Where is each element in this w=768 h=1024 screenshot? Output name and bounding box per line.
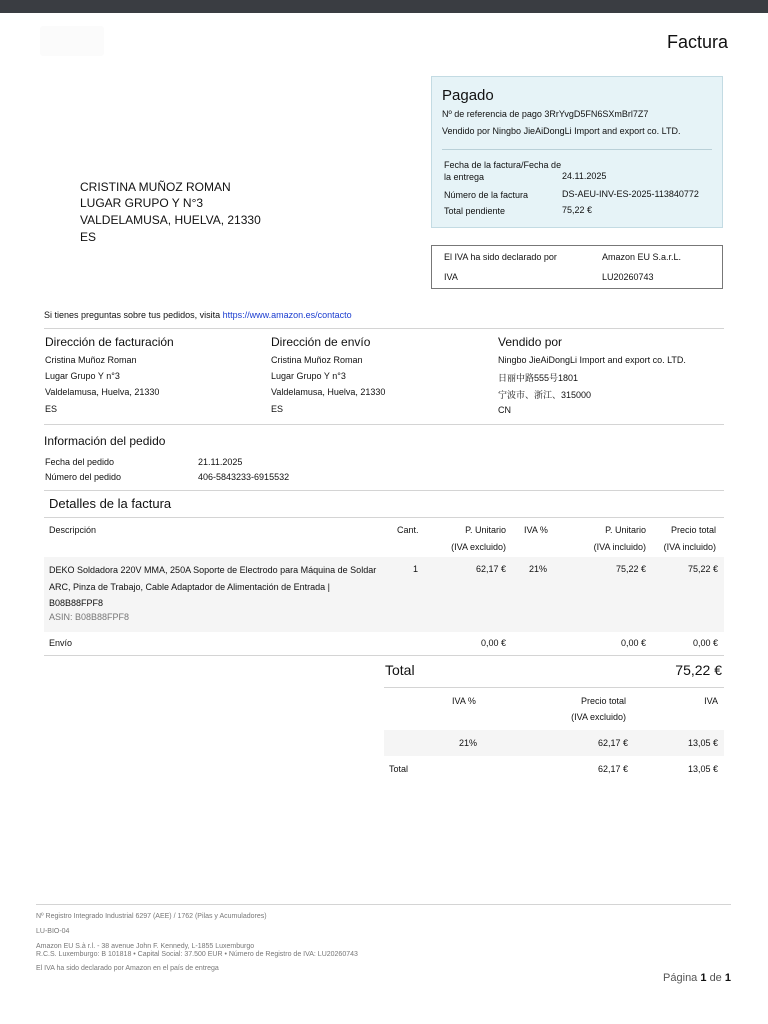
vat-summary-col-total: Precio total: [580, 696, 626, 706]
seller-line: CN: [498, 405, 511, 415]
vat-declared-by: Amazon EU S.a.r.L.: [602, 252, 682, 262]
page-total: 1: [724, 972, 731, 984]
footer-divider: [36, 904, 731, 905]
billing-line: Lugar Grupo Y n°3: [45, 371, 120, 381]
seller-line: Ningbo JieAiDongLi Import and export co. LTD.: [498, 355, 686, 365]
vat-summary-total-ex: 62,17 €: [597, 738, 628, 748]
invoice-details-heading: Detalles de la factura: [49, 496, 172, 511]
contact-text: Si tienes preguntas sobre tus pedidos, visita: [44, 310, 221, 320]
page-word: Página: [663, 972, 698, 984]
shipping-row-label: Envío: [49, 638, 73, 648]
order-number: 406-5843233-6915532: [198, 472, 290, 482]
customer-name: CRISTINA MUÑOZ ROMAN: [80, 180, 231, 194]
amount-due: 75,22 €: [562, 205, 593, 215]
billing-line: ES: [45, 404, 58, 414]
order-info-heading: Información del pedido: [44, 434, 166, 448]
customer-street: LUGAR GRUPO Y N°3: [80, 196, 204, 210]
vat-summary-vat: 13,05 €: [687, 738, 718, 748]
invoice-date: 24.11.2025: [562, 171, 607, 181]
col-unit-price-ex: P. Unitario: [465, 525, 506, 535]
col-description: Descripción: [49, 525, 97, 535]
divider: [44, 655, 724, 656]
invoice-number-label: Número de la factura: [444, 190, 529, 200]
footer-registry: Nº Registro Integrado Industrial 6297 (AEE) / 1762 (Pilas y Acumuladores): [36, 913, 267, 920]
footer-bio: LU-BIO-04: [36, 928, 70, 935]
page-title: Factura: [666, 32, 728, 52]
item-unit-price-ex: 62,17 €: [475, 564, 506, 574]
vat-summary-total-vat: 13,05 €: [687, 764, 718, 774]
payment-status: Pagado: [442, 87, 494, 104]
item-unit-price-in: 75,22 €: [615, 564, 646, 574]
col-total-price-note: (IVA incluido): [663, 542, 716, 552]
order-number-label: Número del pedido: [45, 472, 122, 482]
shipping-line: ES: [271, 404, 284, 414]
shipping-line: Valdelamusa, Huelva, 21330: [271, 387, 386, 397]
invoice-number: DS-AEU-INV-ES-2025-113840772: [562, 189, 699, 199]
footer-rcs: R.C.S. Luxemburgo: B 101818 • Capital Social: 37.500 EUR • Número de Registro de IVA: LU20260743: [36, 951, 358, 958]
col-vat-pct: IVA %: [524, 525, 548, 535]
item-vat-pct: 21%: [529, 564, 548, 574]
footer-address: Amazon EU S.à r.l. - 38 avenue John F. Kennedy, L-1855 Luxemburgo: [36, 943, 255, 950]
divider: [44, 490, 724, 491]
footer-vat-note: El IVA ha sido declarado por Amazon en el país de entrega: [36, 965, 219, 972]
seller-line: 宁波市、浙江、315000: [498, 390, 592, 400]
col-quantity: Cant.: [397, 525, 419, 535]
vat-summary-col-total-note: (IVA excluido): [571, 712, 626, 722]
item-asin: ASIN: B08B88FPF8: [49, 612, 130, 622]
item-description: DEKO Soldadora 220V MMA, 250A Soporte de Electrodo para Máquina de Soldar ARC, Pinza de Trabajo, Cable Adaptador de Alimentación de Entrada | B08B88FPF8: [49, 565, 377, 608]
customer-city: VALDELAMUSA, HUELVA, 21330: [80, 213, 261, 227]
vat-label: IVA: [444, 272, 458, 282]
seller-heading: Vendido por: [498, 335, 563, 349]
order-date-label: Fecha del pedido: [45, 457, 115, 467]
seller-line: 日丽中路555号1801: [498, 373, 579, 383]
divider: [44, 517, 724, 518]
vat-summary-total-label: Total: [389, 764, 409, 774]
divider: [44, 424, 724, 425]
vat-summary-pct: 21%: [459, 738, 478, 748]
shipping-heading: Dirección de envío: [271, 335, 371, 349]
col-unit-price-in-note: (IVA incluido): [593, 542, 646, 552]
invoice-date-label: Fecha de la factura/Fecha de la entrega: [444, 160, 562, 182]
payment-reference: Nº de referencia de pago 3RrYvgD5FN6SXmBrl7Z7: [442, 109, 649, 119]
contact-line: [44, 310, 352, 320]
vat-declared-label: El IVA ha sido declarado por: [444, 252, 557, 262]
order-date: 21.11.2025: [198, 457, 243, 467]
sold-by-line: Vendido por Ningbo JieAiDongLi Import and export co. LTD.: [442, 126, 681, 136]
page-current: 1: [700, 972, 707, 984]
vat-number: LU20260743: [602, 272, 654, 282]
divider: [44, 328, 724, 329]
contact-link[interactable]: https://www.amazon.es/contacto: [222, 310, 352, 320]
invoice-total-value: 75,22 €: [675, 662, 722, 678]
shipping-line: Cristina Muñoz Roman: [271, 355, 363, 365]
col-unit-price-in: P. Unitario: [605, 525, 646, 535]
customer-country: ES: [80, 230, 97, 244]
vat-summary-col-vat: IVA: [704, 696, 718, 706]
top-bar: [0, 0, 768, 13]
divider: [442, 149, 712, 150]
payment-status-box: [431, 76, 723, 228]
shipping-unit-price-ex: 0,00 €: [480, 638, 506, 648]
shipping-unit-price-in: 0,00 €: [620, 638, 646, 648]
billing-heading: Dirección de facturación: [45, 335, 174, 349]
vat-summary-total-ex-sum: 62,17 €: [597, 764, 628, 774]
vat-declared-box: [431, 245, 723, 289]
billing-line: Valdelamusa, Huelva, 21330: [45, 387, 160, 397]
item-quantity: 1: [413, 564, 419, 574]
divider: [384, 687, 724, 688]
logo-placeholder: [40, 26, 104, 56]
page-of: de: [709, 972, 722, 984]
billing-line: Cristina Muñoz Roman: [45, 355, 137, 365]
shipping-total-price: 0,00 €: [692, 638, 718, 648]
page-indicator: [663, 972, 731, 984]
vat-summary-col-pct: IVA %: [452, 696, 476, 706]
amount-due-label: Total pendiente: [444, 206, 506, 216]
item-total-price: 75,22 €: [687, 564, 718, 574]
invoice-total-label: Total: [385, 662, 415, 678]
col-unit-price-ex-note: (IVA excluido): [451, 542, 506, 552]
col-total-price: Precio total: [670, 525, 716, 535]
shipping-line: Lugar Grupo Y n°3: [271, 371, 346, 381]
